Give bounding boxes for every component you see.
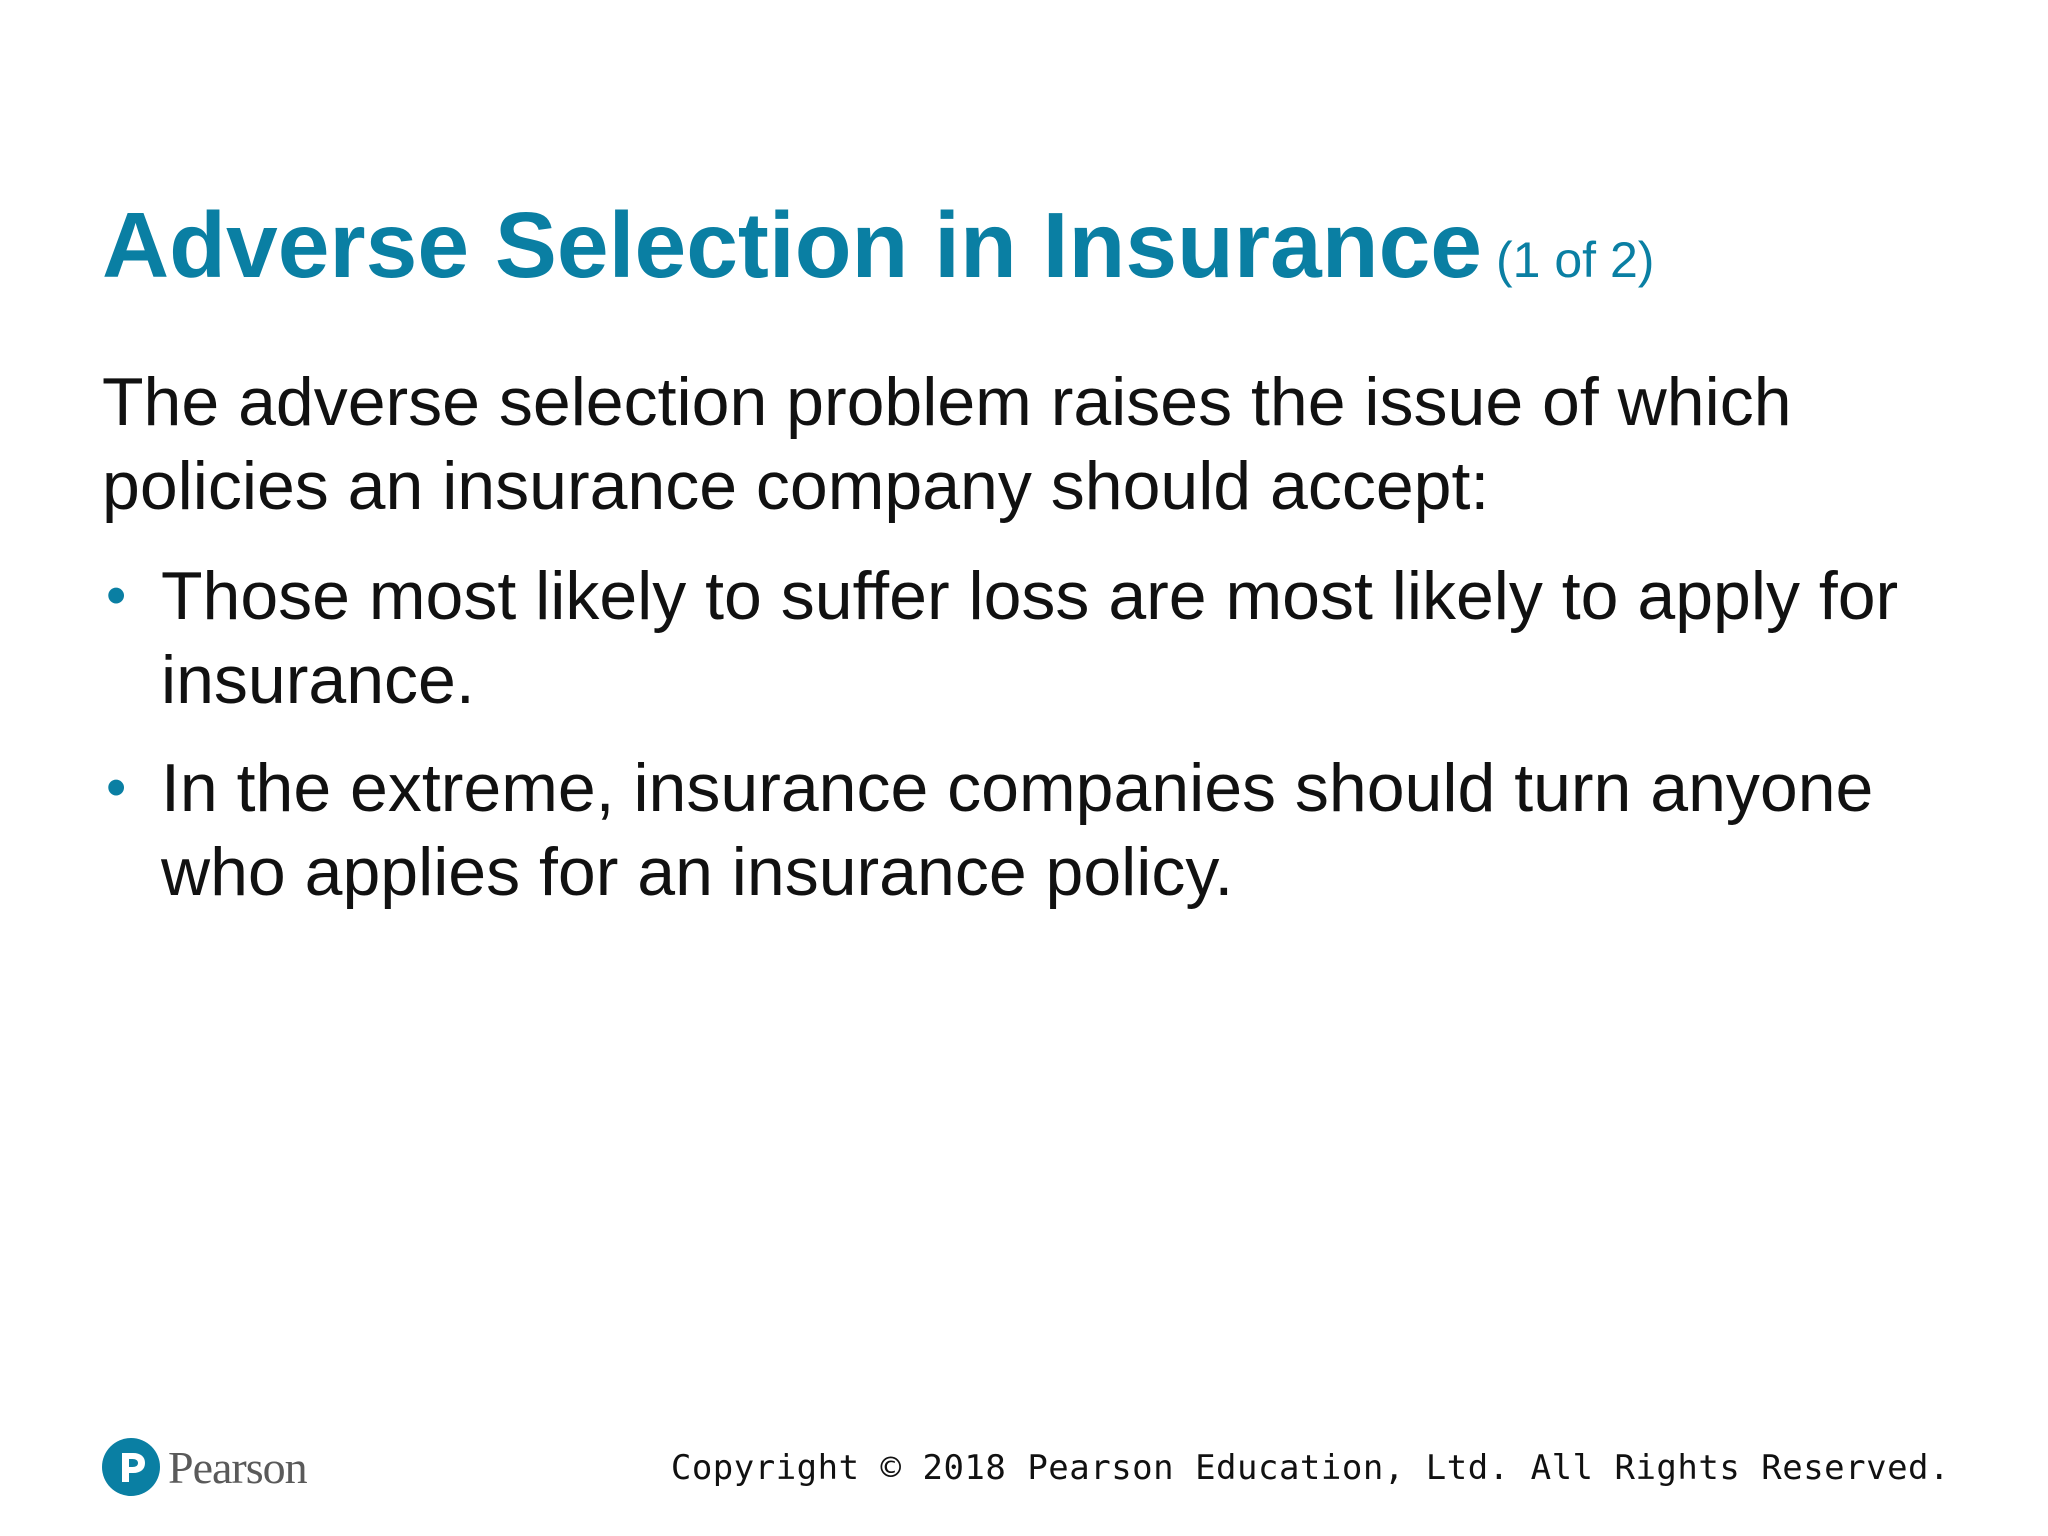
- pearson-p-glyph: [102, 1438, 160, 1496]
- pearson-p-icon: [102, 1438, 160, 1496]
- bullet-list: [102, 554, 1962, 914]
- bullet-text: In the extreme, insurance companies should turn anyone who applies for an insurance policy.: [161, 750, 1874, 910]
- bullet-item: [102, 554, 1962, 722]
- bullet-item: [102, 746, 1962, 914]
- bullet-text: Those most likely to suffer loss are most likely to apply for insurance.: [161, 558, 1899, 718]
- copyright-notice: Copyright © 2018 Pearson Education, Ltd. All Rights Reserved.: [670, 1448, 1950, 1488]
- bullet-dot-icon: •: [106, 563, 127, 628]
- pearson-wordmark: Pearson: [168, 1441, 307, 1493]
- intro-paragraph: The adverse selection problem raises the issue of which policies an insurance company should accept:: [102, 364, 1792, 524]
- bullet-dot-icon: •: [106, 755, 127, 820]
- pearson-logo: [102, 1434, 307, 1500]
- slide-title: Adverse Selection in Insurance: [102, 193, 1483, 297]
- slide-body: [102, 360, 1962, 938]
- title-row: [102, 192, 1654, 299]
- slide-title-suffix: (1 of 2): [1496, 232, 1655, 288]
